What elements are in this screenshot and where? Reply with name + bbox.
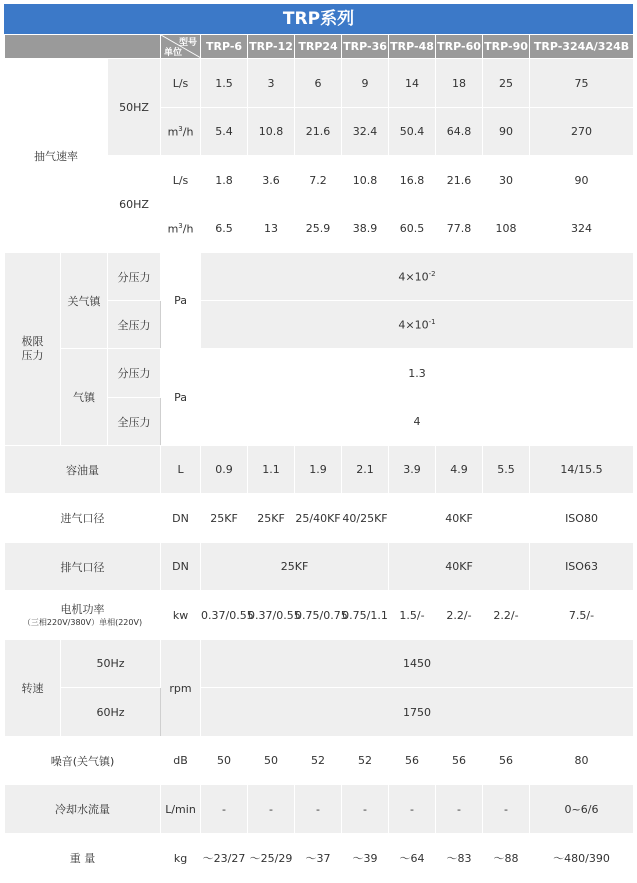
value-cell: - xyxy=(295,785,342,834)
value-cell: 25.9 xyxy=(295,205,342,253)
value-cell: ～83 xyxy=(436,834,483,883)
unit-cell: DN xyxy=(161,543,201,591)
model-header: TRP24 xyxy=(295,35,342,59)
value-cell: - xyxy=(342,785,389,834)
model-unit-header xyxy=(161,35,201,59)
value-cell: 4.9 xyxy=(436,446,483,494)
value-cell: 0~6/6 xyxy=(530,785,634,834)
unit-cell: L/min xyxy=(161,785,201,834)
value-cell: ～39 xyxy=(342,834,389,883)
model-header: TRP-90 xyxy=(483,35,530,59)
value-cell xyxy=(201,301,634,349)
table-row xyxy=(5,688,634,737)
weight-label: 重 量 xyxy=(5,834,161,883)
value-cell: 21.6 xyxy=(436,156,483,205)
table-row xyxy=(5,785,634,834)
ultimate-pressure-line1: 极限 xyxy=(21,335,44,348)
model-header: TRP-6 xyxy=(201,35,248,59)
value-cell: 1.5/- xyxy=(389,591,436,640)
unit-tail: /h xyxy=(182,125,194,139)
motor-label-main: 电机功率 xyxy=(60,602,105,616)
value-cell: 25KF xyxy=(201,494,248,543)
model-header: TRP-60 xyxy=(436,35,483,59)
value-cell: 0.75/1.1 xyxy=(342,591,389,640)
model-header: TRP-48 xyxy=(389,35,436,59)
table-row xyxy=(5,494,634,543)
value-cell: 1.1 xyxy=(248,446,295,494)
value-cell: 270 xyxy=(530,108,634,156)
table-row xyxy=(5,737,634,785)
value-cell: 18 xyxy=(436,59,483,108)
value-cell: 7.2 xyxy=(295,156,342,205)
unit-m: m xyxy=(167,125,179,139)
value-cell: - xyxy=(483,785,530,834)
value-cell: 90 xyxy=(483,108,530,156)
table-row xyxy=(5,446,634,494)
value-cell: 9 xyxy=(342,59,389,108)
pressure-exp: -2 xyxy=(428,269,436,278)
spec-table xyxy=(4,34,634,883)
speed-hz60-label: 60Hz xyxy=(61,688,161,737)
value-cell: 1450 xyxy=(201,640,634,688)
unit-cell: kw xyxy=(161,591,201,640)
value-cell: 6.5 xyxy=(201,205,248,253)
value-cell: 60.5 xyxy=(389,205,436,253)
unit-sup: 3 xyxy=(178,221,183,230)
unit-cell: Pa xyxy=(161,349,201,446)
unit-label: 单位 xyxy=(164,48,183,58)
value-cell: 1.9 xyxy=(295,446,342,494)
table-row xyxy=(5,253,634,301)
pressure-exp: -1 xyxy=(428,317,436,326)
value-cell: 50 xyxy=(201,737,248,785)
motor-label-sub: （三相220V/380V）单相(220V) xyxy=(22,617,143,627)
value-cell: 7.5/- xyxy=(530,591,634,640)
value-cell: 56 xyxy=(436,737,483,785)
hz50-label: 50HZ xyxy=(108,59,161,156)
pressure-base: 4×10 xyxy=(398,318,429,332)
value-cell: 52 xyxy=(342,737,389,785)
value-cell: - xyxy=(201,785,248,834)
value-cell: ～64 xyxy=(389,834,436,883)
value-cell: ～88 xyxy=(483,834,530,883)
table-title: TRP系列 xyxy=(4,4,633,34)
value-cell: 14 xyxy=(389,59,436,108)
value-cell: 1750 xyxy=(201,688,634,737)
value-cell: ISO63 xyxy=(530,543,634,591)
unit-cell: kg xyxy=(161,834,201,883)
unit-m: m xyxy=(167,222,179,236)
value-cell: ISO80 xyxy=(530,494,634,543)
outlet-label: 排气口径 xyxy=(5,543,161,591)
header-spacer xyxy=(5,35,161,59)
table-row xyxy=(5,834,634,883)
unit-sup: 3 xyxy=(178,124,183,133)
total-pressure-label: 全压力 xyxy=(108,301,161,349)
value-cell: 0.75/0.75 xyxy=(295,591,342,640)
value-cell: ～37 xyxy=(295,834,342,883)
value-cell: ～480/390 xyxy=(530,834,634,883)
value-cell: 1.3 xyxy=(201,349,634,398)
gas-ballast-open-label: 气镇 xyxy=(61,349,108,446)
value-cell: 4 xyxy=(201,398,634,446)
partial-pressure-label: 分压力 xyxy=(108,349,161,398)
value-cell: - xyxy=(389,785,436,834)
value-cell: 52 xyxy=(295,737,342,785)
table-row xyxy=(5,349,634,398)
table-row xyxy=(5,543,634,591)
value-cell: 2.2/- xyxy=(483,591,530,640)
ultimate-pressure-label xyxy=(5,253,61,446)
value-cell: 77.8 xyxy=(436,205,483,253)
total-pressure-label: 全压力 xyxy=(108,398,161,446)
value-cell: 3.6 xyxy=(248,156,295,205)
value-cell: 0.37/0.55 xyxy=(248,591,295,640)
partial-pressure-label: 分压力 xyxy=(108,253,161,301)
speed-hz50-label: 50Hz xyxy=(61,640,161,688)
value-cell: 25KF xyxy=(248,494,295,543)
value-cell: 40KF xyxy=(389,543,530,591)
unit-cell: DN xyxy=(161,494,201,543)
value-cell: 10.8 xyxy=(342,156,389,205)
value-cell xyxy=(201,253,634,301)
speed-label: 转速 xyxy=(5,640,61,737)
unit-cell: L xyxy=(161,446,201,494)
oil-capacity-label: 容油量 xyxy=(5,446,161,494)
value-cell: 56 xyxy=(483,737,530,785)
noise-label: 噪音(关气镇) xyxy=(5,737,161,785)
value-cell: 2.1 xyxy=(342,446,389,494)
value-cell: 0.9 xyxy=(201,446,248,494)
model-header: TRP-36 xyxy=(342,35,389,59)
model-header: TRP-324A/324B xyxy=(530,35,634,59)
inlet-label: 进气口径 xyxy=(5,494,161,543)
value-cell: 5.5 xyxy=(483,446,530,494)
value-cell: 64.8 xyxy=(436,108,483,156)
value-cell: - xyxy=(248,785,295,834)
value-cell: 16.8 xyxy=(389,156,436,205)
value-cell: 75 xyxy=(530,59,634,108)
value-cell: - xyxy=(436,785,483,834)
value-cell: 80 xyxy=(530,737,634,785)
table-row xyxy=(5,591,634,640)
value-cell: 90 xyxy=(530,156,634,205)
hz60-label: 60HZ xyxy=(108,156,161,253)
value-cell: ～23/27 xyxy=(201,834,248,883)
cooling-label: 冷却水流量 xyxy=(5,785,161,834)
value-cell: 10.8 xyxy=(248,108,295,156)
value-cell: 25KF xyxy=(201,543,389,591)
value-cell: 6 xyxy=(295,59,342,108)
value-cell: 14/15.5 xyxy=(530,446,634,494)
unit-cell: rpm xyxy=(161,640,201,737)
gas-ballast-closed-label: 关气镇 xyxy=(61,253,108,349)
value-cell: 30 xyxy=(483,156,530,205)
pressure-base: 4×10 xyxy=(398,270,429,284)
value-cell: 21.6 xyxy=(295,108,342,156)
unit-tail: /h xyxy=(182,222,194,236)
unit-cell xyxy=(161,205,201,253)
value-cell: 1.5 xyxy=(201,59,248,108)
model-header: TRP-12 xyxy=(248,35,295,59)
value-cell: 40KF xyxy=(389,494,530,543)
value-cell: 2.2/- xyxy=(436,591,483,640)
unit-cell: Pa xyxy=(161,253,201,349)
model-label: 型号 xyxy=(179,38,198,48)
table-row xyxy=(5,640,634,688)
value-cell: 3.9 xyxy=(389,446,436,494)
value-cell: 50 xyxy=(248,737,295,785)
value-cell: 50.4 xyxy=(389,108,436,156)
unit-cell: L/s xyxy=(161,59,201,108)
header-row xyxy=(5,35,634,59)
value-cell: 40/25KF xyxy=(342,494,389,543)
ultimate-pressure-line2: 压力 xyxy=(21,349,44,362)
value-cell: 25/40KF xyxy=(295,494,342,543)
value-cell: ～25/29 xyxy=(248,834,295,883)
value-cell: 32.4 xyxy=(342,108,389,156)
value-cell: 108 xyxy=(483,205,530,253)
value-cell: 56 xyxy=(389,737,436,785)
pumping-speed-label: 抽气速率 xyxy=(5,59,108,253)
value-cell: 0.37/0.55 xyxy=(201,591,248,640)
unit-cell: L/s xyxy=(161,156,201,205)
value-cell: 13 xyxy=(248,205,295,253)
unit-cell xyxy=(161,108,201,156)
value-cell: 1.8 xyxy=(201,156,248,205)
value-cell: 3 xyxy=(248,59,295,108)
motor-label xyxy=(5,591,161,640)
value-cell: 38.9 xyxy=(342,205,389,253)
value-cell: 5.4 xyxy=(201,108,248,156)
value-cell: 25 xyxy=(483,59,530,108)
unit-cell: dB xyxy=(161,737,201,785)
value-cell: 324 xyxy=(530,205,634,253)
table-row xyxy=(5,59,634,108)
